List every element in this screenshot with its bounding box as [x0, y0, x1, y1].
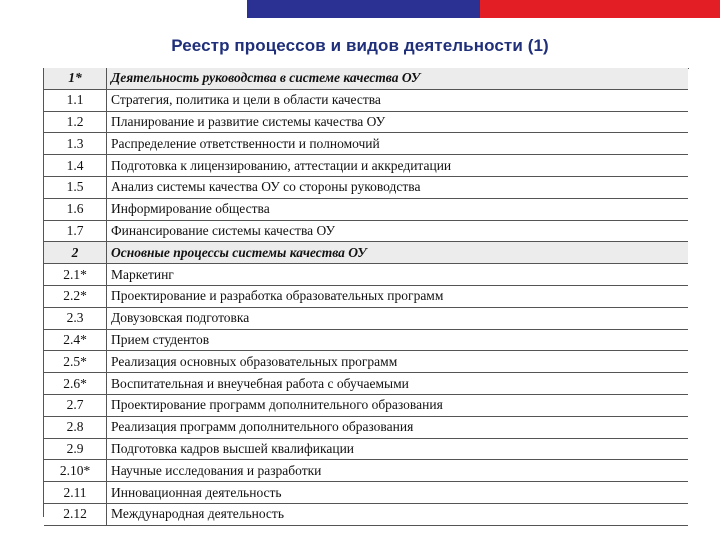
row-number: 2.3 — [44, 307, 107, 329]
row-process-name: Довузовская подготовка — [107, 307, 689, 329]
header-bar-red — [480, 0, 720, 18]
row-number: 1.1 — [44, 89, 107, 111]
row-number: 2.5* — [44, 351, 107, 373]
table-row — [44, 198, 688, 220]
table-row — [44, 176, 688, 198]
table-row — [44, 503, 688, 525]
row-process-name: Деятельность руководства в системе качества ОУ — [107, 68, 689, 89]
row-process-name: Проектирование программ дополнительного образования — [107, 394, 689, 416]
table-row — [44, 351, 688, 373]
row-number: 2.7 — [44, 394, 107, 416]
row-process-name: Прием студентов — [107, 329, 689, 351]
table-row — [44, 482, 688, 504]
table-row — [44, 155, 688, 177]
table-row — [44, 111, 688, 133]
row-process-name: Маркетинг — [107, 264, 689, 286]
row-number: 1* — [44, 68, 107, 89]
row-number: 2.1* — [44, 264, 107, 286]
row-process-name: Инновационная деятельность — [107, 482, 689, 504]
table-row — [44, 133, 688, 155]
row-number: 2.9 — [44, 438, 107, 460]
row-number: 2.6* — [44, 373, 107, 395]
header-bar-blue — [247, 0, 480, 18]
row-number: 2.11 — [44, 482, 107, 504]
row-process-name: Распределение ответственности и полномочий — [107, 133, 689, 155]
table-row — [44, 264, 688, 286]
row-number: 1.4 — [44, 155, 107, 177]
section-header-row — [44, 68, 688, 89]
row-number: 2.12 — [44, 503, 107, 525]
table-row — [44, 285, 688, 307]
row-process-name: Проектирование и разработка образовательных программ — [107, 285, 689, 307]
row-number: 1.7 — [44, 220, 107, 242]
table-row — [44, 307, 688, 329]
table-row — [44, 329, 688, 351]
row-process-name: Международная деятельность — [107, 503, 689, 525]
row-process-name: Воспитательная и внеучебная работа с обучаемыми — [107, 373, 689, 395]
page-title: Реестр процессов и видов деятельности (1) — [171, 36, 549, 55]
row-number: 2.2* — [44, 285, 107, 307]
table-row — [44, 460, 688, 482]
row-process-name: Основные процессы системы качества ОУ — [107, 242, 689, 264]
row-number: 2.8 — [44, 416, 107, 438]
row-process-name: Финансирование системы качества ОУ — [107, 220, 689, 242]
row-number: 1.5 — [44, 176, 107, 198]
row-number: 2.4* — [44, 329, 107, 351]
row-number: 1.3 — [44, 133, 107, 155]
row-process-name: Подготовка к лицензированию, аттестации и аккредитации — [107, 155, 689, 177]
table-row — [44, 394, 688, 416]
row-process-name: Планирование и развитие системы качества ОУ — [107, 111, 689, 133]
row-process-name: Стратегия, политика и цели в области качества — [107, 89, 689, 111]
section-header-row — [44, 242, 688, 264]
row-process-name: Анализ системы качества ОУ со стороны руководства — [107, 176, 689, 198]
row-number: 1.6 — [44, 198, 107, 220]
process-registry-table — [44, 68, 688, 526]
table-row — [44, 373, 688, 395]
row-number: 1.2 — [44, 111, 107, 133]
row-number: 2.10* — [44, 460, 107, 482]
table-row — [44, 89, 688, 111]
row-process-name: Информирование общества — [107, 198, 689, 220]
row-process-name: Реализация программ дополнительного образования — [107, 416, 689, 438]
row-process-name: Научные исследования и разработки — [107, 460, 689, 482]
row-process-name: Подготовка кадров высшей квалификации — [107, 438, 689, 460]
table-row — [44, 220, 688, 242]
row-number: 2 — [44, 242, 107, 264]
table-row — [44, 416, 688, 438]
table-row — [44, 438, 688, 460]
row-process-name: Реализация основных образовательных программ — [107, 351, 689, 373]
